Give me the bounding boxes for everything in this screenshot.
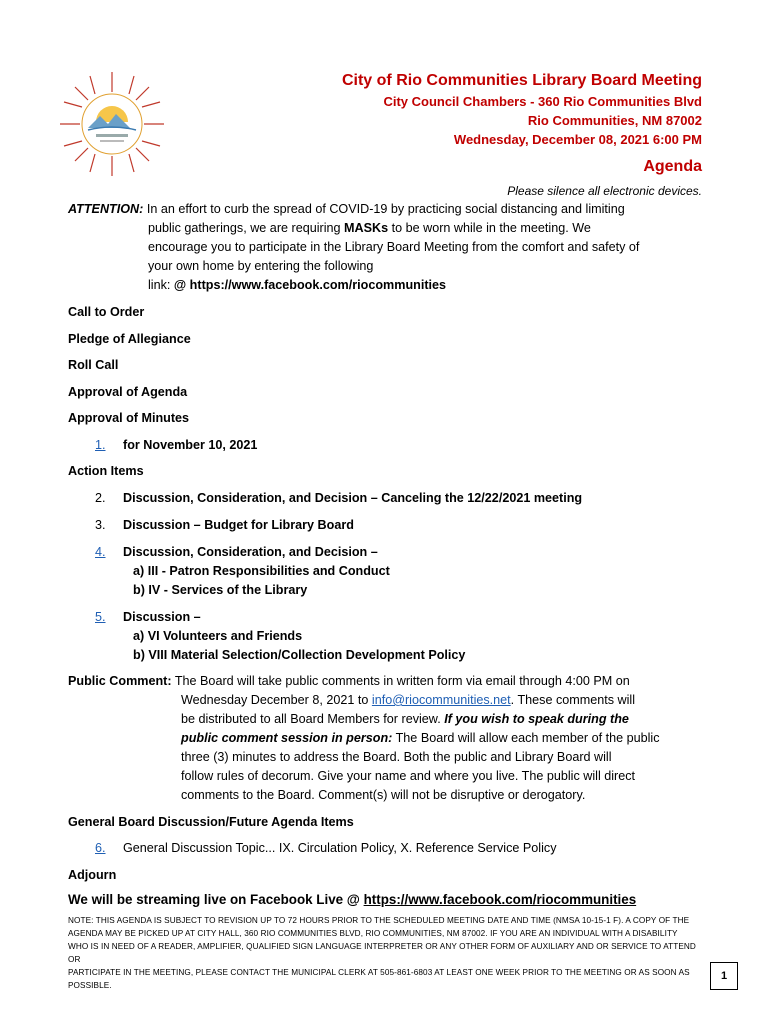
meeting-title: City of Rio Communities Library Board Meeting xyxy=(341,72,702,89)
public-comment-line2-pre: Wednesday December 8, 2021 to xyxy=(181,693,372,707)
item-6-number[interactable]: 6. xyxy=(95,841,106,855)
attention-line5-pre: link: xyxy=(148,278,174,292)
item-4-sub-a: a) III - Patron Responsibilities and Conduct xyxy=(133,564,390,578)
agenda-item-4 xyxy=(95,543,378,561)
public-comment-line4-bold: public comment session in person: xyxy=(181,731,393,745)
item-3-text: Discussion – Budget for Library Board xyxy=(123,518,354,532)
attention-notice xyxy=(68,200,708,295)
roll-call: Roll Call xyxy=(68,358,119,372)
adjourn: Adjourn xyxy=(68,868,117,882)
city-logo xyxy=(58,70,166,178)
attention-label: ATTENTION: xyxy=(68,202,144,216)
meeting-location-line1: City Council Chambers - 360 Rio Communities Blvd xyxy=(383,94,702,109)
public-comment-line4-post: The Board will allow each member of the public xyxy=(392,731,660,745)
meeting-header xyxy=(342,70,702,199)
agenda-item-6 xyxy=(95,839,557,857)
notice-line2: AGENDA MAY BE PICKED UP AT CITY HALL, 360 RIO COMMUNITIES BLVD, RIO COMMUNITIES, NM 87002. IF YOU ARE AN INDIVIDUAL WITH A DISABILITY xyxy=(68,929,678,938)
item-4-sub-b: b) IV - Services of the Library xyxy=(133,583,308,597)
notice-line5: POSSIBLE. xyxy=(68,981,112,990)
item-4-number[interactable]: 4. xyxy=(95,545,106,559)
streaming-note xyxy=(68,892,636,907)
item-4-text: Discussion, Consideration, and Decision – xyxy=(123,545,378,559)
attention-line3: encourage you to participate in the Library Board Meeting from the comfort and safety of xyxy=(148,240,640,254)
approval-of-minutes: Approval of Minutes xyxy=(68,411,190,425)
meeting-datetime: Wednesday, December 08, 2021 6:00 PM xyxy=(453,132,702,147)
item-1-number[interactable]: 1. xyxy=(95,438,106,452)
agenda-heading: Agenda xyxy=(643,158,702,175)
public-comment-line5: three (3) minutes to address the Board. Both the public and Library Board will xyxy=(181,750,612,764)
pledge-of-allegiance: Pledge of Allegiance xyxy=(68,332,191,346)
item-5-sub-b: b) VIII Material Selection/Collection Development Policy xyxy=(133,648,466,662)
attention-masks: MASKs xyxy=(344,221,389,235)
item-2-number: 2. xyxy=(95,491,106,505)
email-link[interactable]: info@riocommunities.net xyxy=(371,693,511,707)
agenda-item-1 xyxy=(95,436,257,454)
streaming-text: We will be streaming live on Facebook Live @ xyxy=(68,892,364,907)
page-number: 1 xyxy=(710,962,738,990)
public-comment-line2-post: . These comments will xyxy=(510,693,636,707)
silence-note: Please silence all electronic devices. xyxy=(507,184,702,198)
item-2-text: Discussion, Consideration, and Decision – Canceling the 12/22/2021 meeting xyxy=(123,491,583,505)
attention-line4: your own home by entering the following xyxy=(148,259,374,273)
agenda-item-5 xyxy=(95,608,201,626)
agenda-item-2 xyxy=(95,489,582,507)
attention-line2-pre: public gatherings, we are requiring xyxy=(148,221,345,235)
general-board-discussion: General Board Discussion/Future Agenda Items xyxy=(68,815,354,829)
item-5-number[interactable]: 5. xyxy=(95,610,106,624)
approval-of-agenda: Approval of Agenda xyxy=(68,385,188,399)
legal-notice xyxy=(68,914,708,992)
public-comment-line6: follow rules of decorum. Give your name and where you live. The public will direct xyxy=(181,769,636,783)
action-items: Action Items xyxy=(68,464,144,478)
item-3-number: 3. xyxy=(95,518,106,532)
attention-line2-post: to be worn while in the meeting. We xyxy=(388,221,591,235)
agenda-item-3 xyxy=(95,516,354,534)
meeting-location-line2: Rio Communities, NM 87002 xyxy=(527,113,702,128)
item-5-text: Discussion – xyxy=(123,610,201,624)
notice-line1: NOTE: THIS AGENDA IS SUBJECT TO REVISION UP TO 72 HOURS PRIOR TO THE SCHEDULED MEETING DATE AND TIME (NMSA 10-15-1 F). A COPY OF THE xyxy=(68,916,690,925)
public-comment-line7: comments to the Board. Comment(s) will not be disruptive or derogatory. xyxy=(181,788,586,802)
attention-line1: In an effort to curb the spread of COVID-19 by practicing social distancing and limiting xyxy=(146,202,625,216)
call-to-order: Call to Order xyxy=(68,305,145,319)
public-comment-label: Public Comment: xyxy=(68,674,172,688)
notice-line3: WHO IS IN NEED OF A READER, AMPLIFIER, QUALIFIED SIGN LANGUAGE INTERPRETER OR ANY OTHER FORM OF AUXILIARY AND OR SERVICE TO ATTEND OR xyxy=(68,942,696,964)
public-comment-line3-pre: be distributed to all Board Members for review. xyxy=(181,712,445,726)
item-5-sub-a: a) VI Volunteers and Friends xyxy=(133,629,303,643)
item-6-text: General Discussion Topic... IX. Circulation Policy, X. Reference Service Policy xyxy=(123,841,557,855)
notice-line4: PARTICIPATE IN THE MEETING, PLEASE CONTACT THE MUNICIPAL CLERK AT 505-861-6803 AT LEAST ONE WEEK PRIOR TO THE MEETING OR AS SOON AS xyxy=(68,968,690,977)
streaming-link[interactable]: https://www.facebook.com/riocommunities xyxy=(363,892,637,907)
public-comment-line1: The Board will take public comments in written form via email through 4:00 PM on xyxy=(171,674,630,688)
public-comment xyxy=(68,672,718,805)
public-comment-line3-bold: If you wish to speak during the xyxy=(444,712,629,726)
attention-facebook-link[interactable]: @ https://www.facebook.com/riocommunities xyxy=(173,278,447,292)
item-1-text: for November 10, 2021 xyxy=(123,438,258,452)
